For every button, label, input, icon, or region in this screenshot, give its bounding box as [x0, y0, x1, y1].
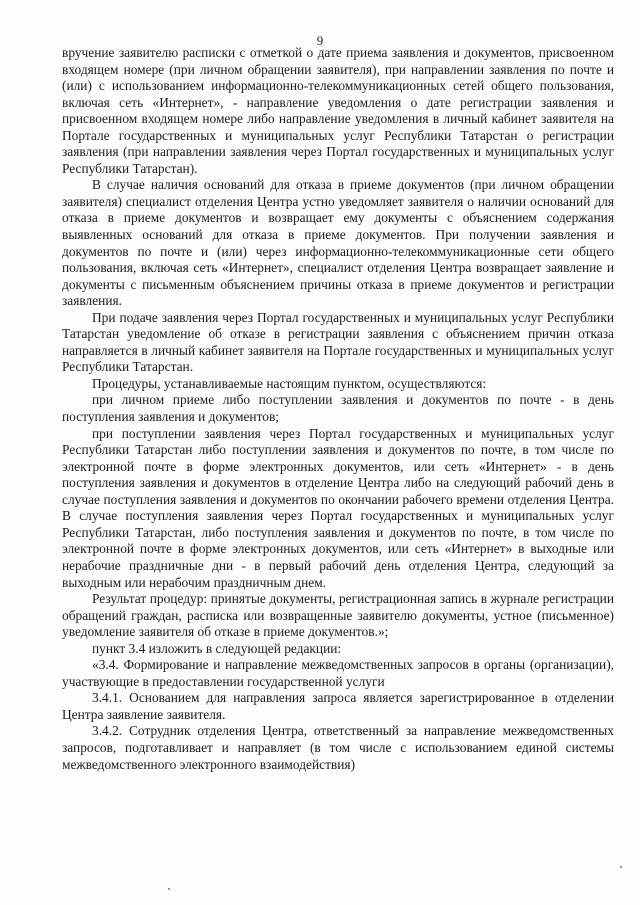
paragraph-section-3-4-heading: «3.4. Формирование и направление межведомственных запросов в органы (организации), участвующие в предоставлении государственной услуги [62, 657, 614, 689]
paragraph-procedures-intro: Процедуры, устанавливаемые настоящим пунктом, осуществляются: [92, 375, 487, 391]
paragraph-personal-reception: при личном приеме либо поступлении заявления и документов по почте - в день поступления заявления и документов; [62, 392, 614, 425]
paragraph-receipt-delivery: вручение заявителю расписки с отметкой о дате приема заявления и документов, присвоенном входящем номере (при личном обращении заявителя), при направлении заявления по почте и (или) с использованием информационно-телекоммуникационных сетей общего пользования, включая сеть «Интернет», - направление уведомления о дате регистрации заявления и присвоенном входящем номере либо направление уведомления в личный кабинет заявителя на Портале государственных и муниципальных услуг Республики Татарстан о регистрации заявления (при направлении заявления через Портал государственных и муниципальных услуг Республики Татарстан). [62, 45, 614, 176]
page-number: 9 [316, 33, 324, 48]
paragraph-section-3-4-1: 3.4.1. Основанием для направления запроса является зарегистрированное в отделении Центра заявление заявителя. [62, 690, 614, 722]
paragraph-procedure-result: Результат процедур: принятые документы, регистрационная запись в журнале регистрации обращений граждан, расписка или возвращенные заявителю документы, устное (письменное) уведомление заявителя об отказе в приеме документов.»; [62, 591, 614, 640]
paragraph-portal-refusal: При подаче заявления через Портал государственных и муниципальных услуг Республики Татарстан уведомление об отказе в регистрации заявления с объяснением причин отказа направляется в личный кабинет заявителя на Портале государственных и муниципальных услуг Республики Татарстан. [62, 309, 614, 375]
scan-speck [620, 866, 622, 868]
document-body [62, 45, 614, 773]
paragraph-section-3-4-2: 3.4.2. Сотрудник отделения Центра, ответственный за направление межведомственных запросов, подготавливает и направляет (в том числе с использованием единой системы межведомственного электронного взаимодействия) [62, 723, 614, 772]
scan-speck [168, 888, 170, 890]
paragraph-portal-reception: при поступлении заявления через Портал государственных и муниципальных услуг Республики Татарстан либо поступлении заявления и документов по почте, в том числе по электронной почте в форме электронных документов, или сеть «Интернет» - в день поступления заявления и документов в отделение Центра либо на следующий рабочий день в случае поступления заявления и документов по окончании рабочего времени отделения Центра. В случае поступления заявления через Портал государственных и муниципальных услуг Республики Татарстан, либо поступления заявления и документов по почте, в том числе по электронной почте в форме электронных документов, или сеть «Интернет» в выходные или нерабочие праздничные дни - в первый рабочий день отделения Центра, следующий за выходным или нерабочим праздничным днем. [62, 425, 614, 590]
paragraph-clause-amendment: пункт 3.4 изложить в следующей редакции: [92, 640, 342, 656]
paragraph-refusal-grounds: В случае наличия оснований для отказа в приеме документов (при личном обращении заявителя) специалист отделения Центра устно уведомляет заявителя о наличии оснований для отказа в приеме документов и возвращает ему документы с объяснением содержания выявленных оснований для отказа в приеме документов. При получении заявления и документов по почте и (или) через информационно-телекоммуникационные сети общего пользования, включая сеть «Интернет», специалист отделения Центра возвращает заявление и документы с письменным объяснением причины отказа в приеме документов и регистрации заявления. [62, 177, 614, 309]
